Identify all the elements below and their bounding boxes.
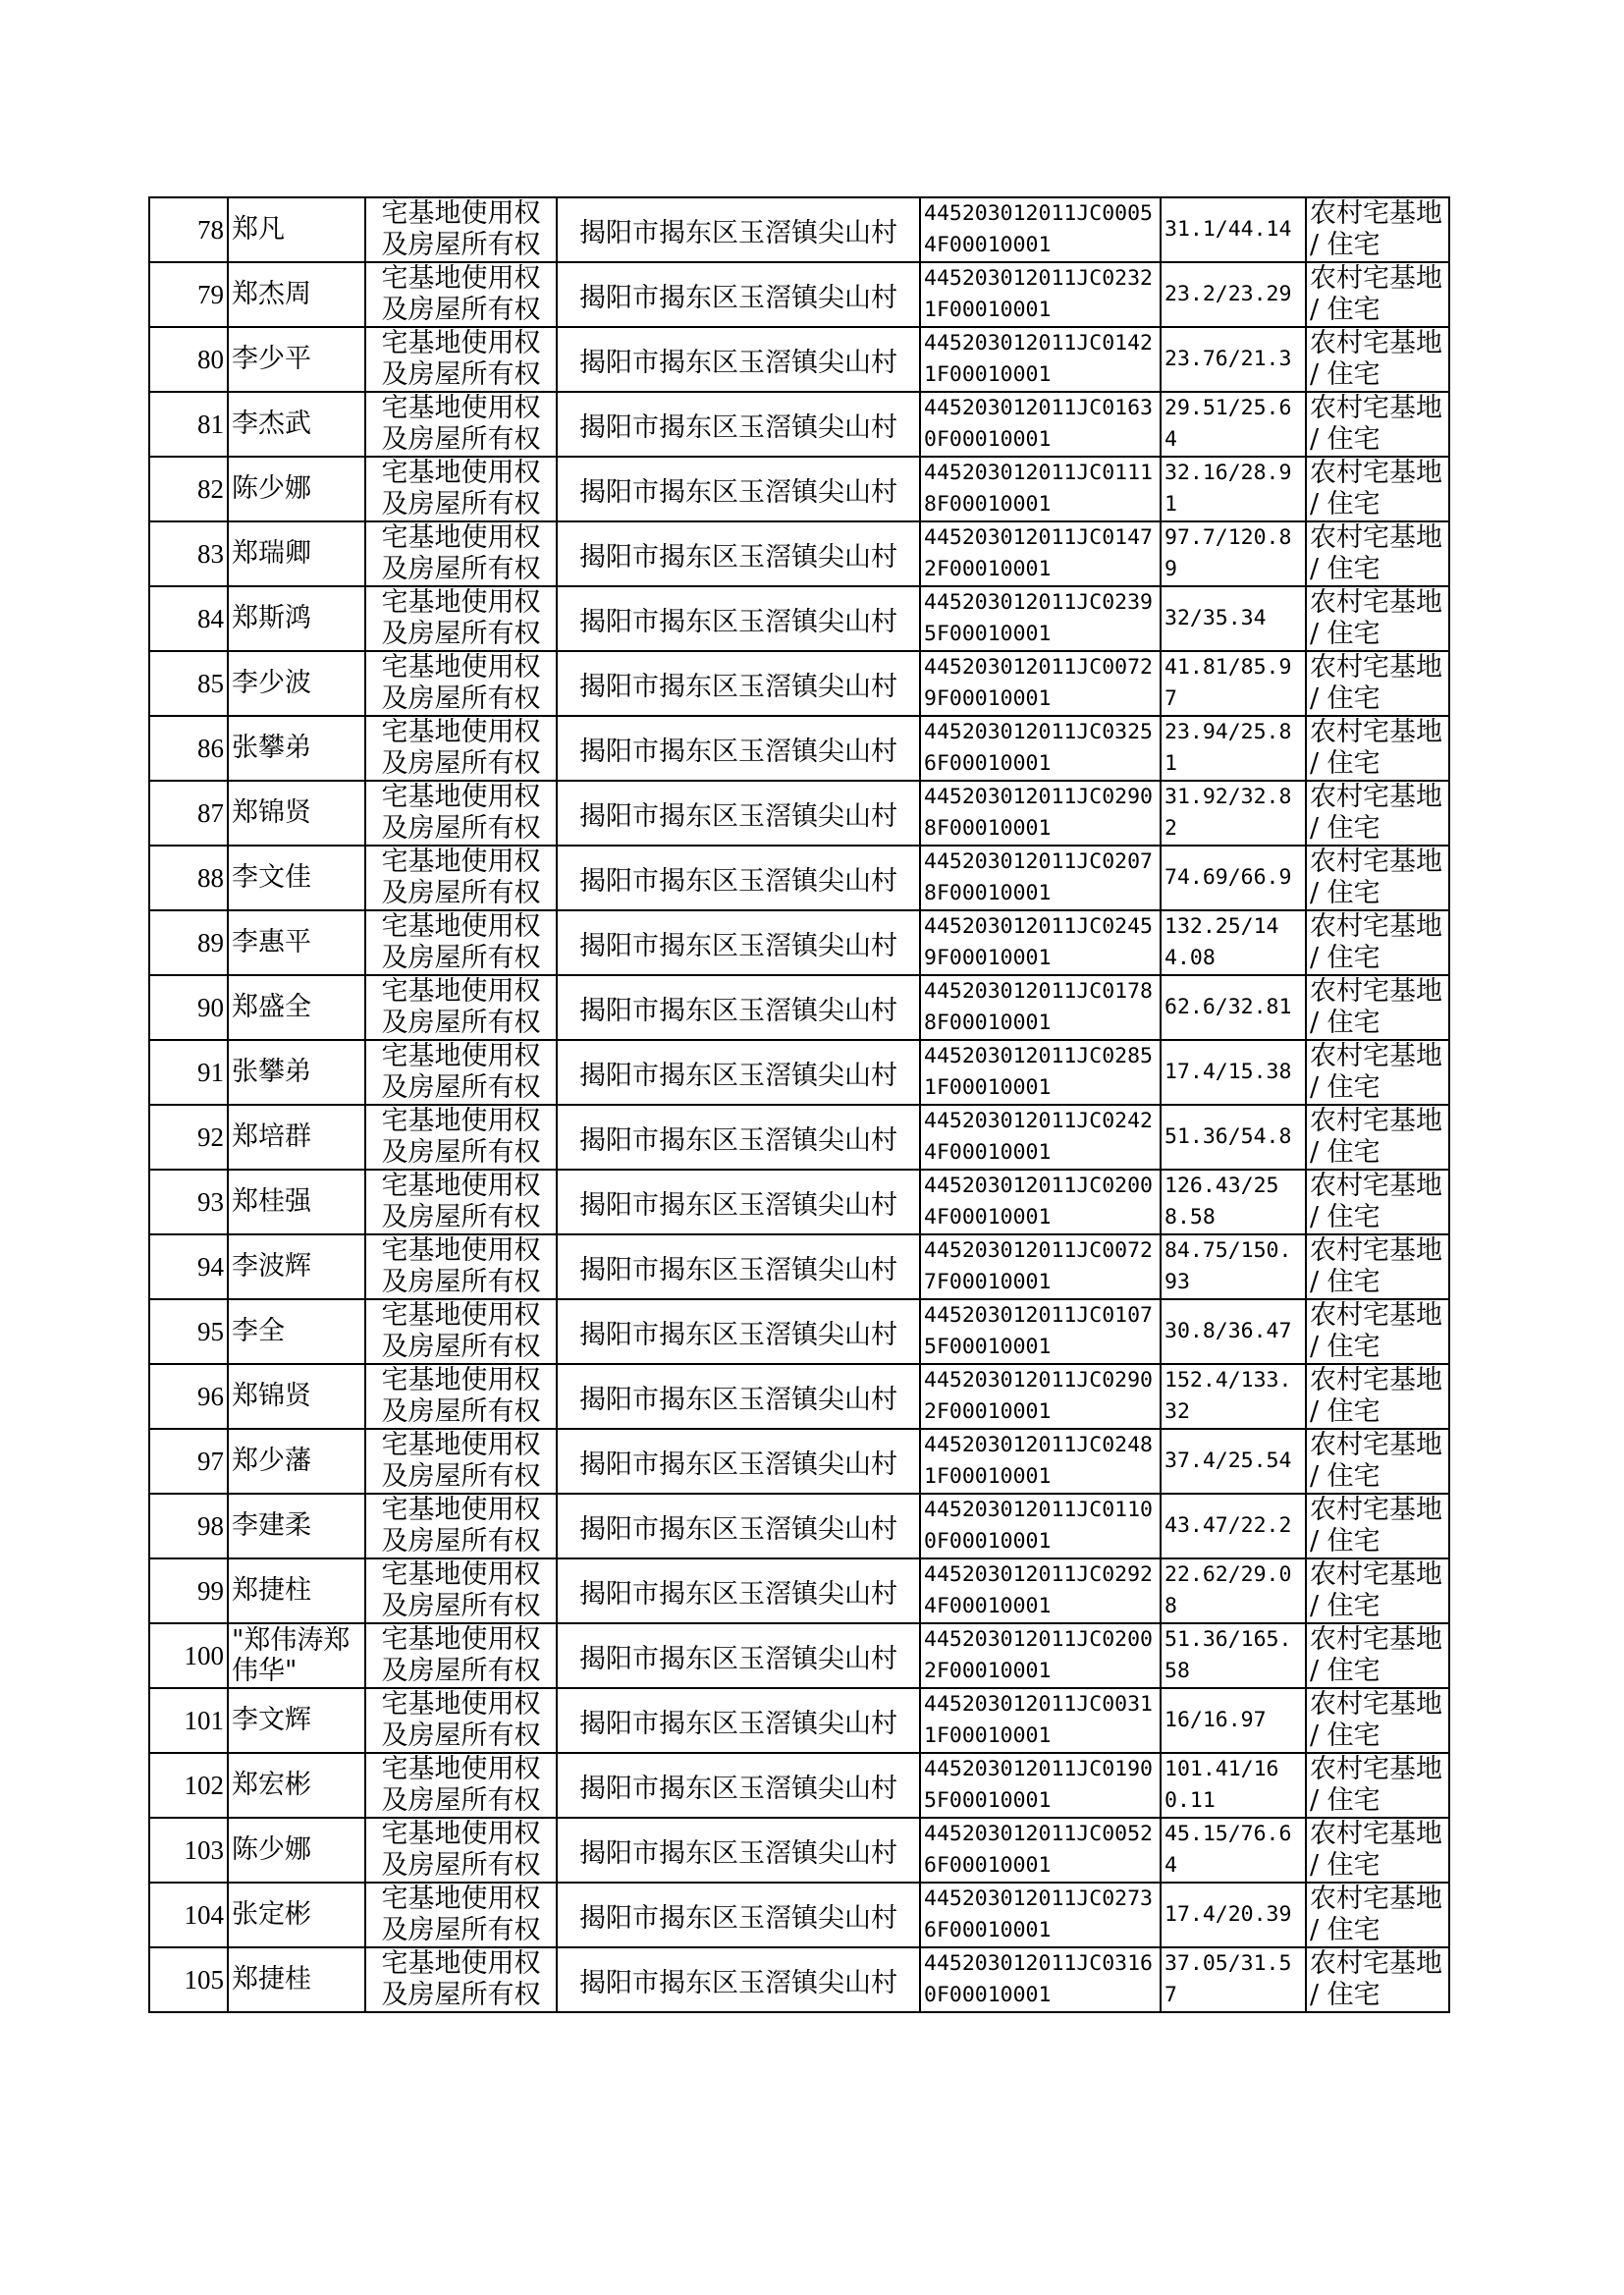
table-row xyxy=(149,1818,1449,1883)
land-use-cell: 农村宅基地 / 住宅 xyxy=(1306,1170,1449,1234)
unit-code-cell: 445203012011JC02481F00010001 xyxy=(920,1429,1161,1494)
owner-name-cell: 张攀弟 xyxy=(228,1040,365,1105)
unit-code-cell: 445203012011JC00727F00010001 xyxy=(920,1234,1161,1299)
row-number-cell: 78 xyxy=(149,197,228,262)
area-cell: 101.41/160.11 xyxy=(1161,1753,1306,1818)
area-cell: 37.4/25.54 xyxy=(1161,1429,1306,1494)
area-cell: 32/35.34 xyxy=(1161,586,1306,651)
right-type-cell: 宅基地使用权及房屋所有权 xyxy=(365,1623,557,1688)
table-row xyxy=(149,197,1449,262)
unit-code-cell: 445203012011JC00729F00010001 xyxy=(920,651,1161,716)
owner-name-cell: 郑锦贤 xyxy=(228,781,365,846)
unit-code-cell: 445203012011JC02902F00010001 xyxy=(920,1364,1161,1429)
land-use-cell: 农村宅基地 / 住宅 xyxy=(1306,586,1449,651)
unit-code-cell: 445203012011JC02851F00010001 xyxy=(920,1040,1161,1105)
table-row xyxy=(149,327,1449,392)
row-number-cell: 97 xyxy=(149,1429,228,1494)
owner-name-cell: 郑捷桂 xyxy=(228,1947,365,2012)
area-cell: 30.8/36.47 xyxy=(1161,1299,1306,1364)
land-use-cell: 农村宅基地 / 住宅 xyxy=(1306,1494,1449,1558)
unit-code-cell: 445203012011JC01100F00010001 xyxy=(920,1494,1161,1558)
owner-name-cell: 李文辉 xyxy=(228,1688,365,1753)
row-number-cell: 81 xyxy=(149,392,228,457)
location-cell: 揭阳市揭东区玉滘镇尖山村 xyxy=(557,1040,920,1105)
row-number-cell: 103 xyxy=(149,1818,228,1883)
row-number-cell: 86 xyxy=(149,716,228,781)
land-use-cell: 农村宅基地 / 住宅 xyxy=(1306,1429,1449,1494)
table-row xyxy=(149,1299,1449,1364)
table-row xyxy=(149,1688,1449,1753)
owner-name-cell: 郑锦贤 xyxy=(228,1364,365,1429)
land-use-cell: 农村宅基地 / 住宅 xyxy=(1306,392,1449,457)
land-use-cell: 农村宅基地 / 住宅 xyxy=(1306,781,1449,846)
right-type-cell: 宅基地使用权及房屋所有权 xyxy=(365,1688,557,1753)
row-number-cell: 83 xyxy=(149,521,228,586)
owner-name-cell: 郑盛全 xyxy=(228,975,365,1040)
location-cell: 揭阳市揭东区玉滘镇尖山村 xyxy=(557,1558,920,1623)
unit-code-cell: 445203012011JC02924F00010001 xyxy=(920,1558,1161,1623)
row-number-cell: 98 xyxy=(149,1494,228,1558)
unit-code-cell: 445203012011JC00311F00010001 xyxy=(920,1688,1161,1753)
table-row xyxy=(149,1558,1449,1623)
table-row xyxy=(149,910,1449,975)
property-table xyxy=(148,196,1450,2013)
row-number-cell: 90 xyxy=(149,975,228,1040)
land-use-cell: 农村宅基地 / 住宅 xyxy=(1306,521,1449,586)
owner-name-cell: 郑凡 xyxy=(228,197,365,262)
owner-name-cell: 郑培群 xyxy=(228,1105,365,1170)
location-cell: 揭阳市揭东区玉滘镇尖山村 xyxy=(557,457,920,521)
land-use-cell: 农村宅基地 / 住宅 xyxy=(1306,1883,1449,1947)
owner-name-cell: "郑伟涛郑伟华" xyxy=(228,1623,365,1688)
area-cell: 23.2/23.29 xyxy=(1161,262,1306,327)
location-cell: 揭阳市揭东区玉滘镇尖山村 xyxy=(557,197,920,262)
location-cell: 揭阳市揭东区玉滘镇尖山村 xyxy=(557,910,920,975)
location-cell: 揭阳市揭东区玉滘镇尖山村 xyxy=(557,781,920,846)
land-use-cell: 农村宅基地 / 住宅 xyxy=(1306,716,1449,781)
area-cell: 126.43/258.58 xyxy=(1161,1170,1306,1234)
row-number-cell: 94 xyxy=(149,1234,228,1299)
table-row xyxy=(149,1947,1449,2012)
table-row xyxy=(149,1753,1449,1818)
land-use-cell: 农村宅基地 / 住宅 xyxy=(1306,846,1449,910)
location-cell: 揭阳市揭东区玉滘镇尖山村 xyxy=(557,1883,920,1947)
table-row xyxy=(149,262,1449,327)
location-cell: 揭阳市揭东区玉滘镇尖山村 xyxy=(557,586,920,651)
unit-code-cell: 445203012011JC02004F00010001 xyxy=(920,1170,1161,1234)
location-cell: 揭阳市揭东区玉滘镇尖山村 xyxy=(557,716,920,781)
right-type-cell: 宅基地使用权及房屋所有权 xyxy=(365,1170,557,1234)
right-type-cell: 宅基地使用权及房屋所有权 xyxy=(365,197,557,262)
land-use-cell: 农村宅基地 / 住宅 xyxy=(1306,262,1449,327)
land-use-cell: 农村宅基地 / 住宅 xyxy=(1306,1299,1449,1364)
location-cell: 揭阳市揭东区玉滘镇尖山村 xyxy=(557,846,920,910)
row-number-cell: 85 xyxy=(149,651,228,716)
land-use-cell: 农村宅基地 / 住宅 xyxy=(1306,457,1449,521)
area-cell: 23.94/25.81 xyxy=(1161,716,1306,781)
area-cell: 31.92/32.82 xyxy=(1161,781,1306,846)
land-use-cell: 农村宅基地 / 住宅 xyxy=(1306,651,1449,716)
location-cell: 揭阳市揭东区玉滘镇尖山村 xyxy=(557,392,920,457)
land-use-cell: 农村宅基地 / 住宅 xyxy=(1306,975,1449,1040)
area-cell: 132.25/144.08 xyxy=(1161,910,1306,975)
area-cell: 152.4/133.32 xyxy=(1161,1364,1306,1429)
right-type-cell: 宅基地使用权及房屋所有权 xyxy=(365,781,557,846)
row-number-cell: 99 xyxy=(149,1558,228,1623)
location-cell: 揭阳市揭东区玉滘镇尖山村 xyxy=(557,1688,920,1753)
row-number-cell: 80 xyxy=(149,327,228,392)
table-row xyxy=(149,392,1449,457)
right-type-cell: 宅基地使用权及房屋所有权 xyxy=(365,975,557,1040)
row-number-cell: 102 xyxy=(149,1753,228,1818)
area-cell: 32.16/28.91 xyxy=(1161,457,1306,521)
right-type-cell: 宅基地使用权及房屋所有权 xyxy=(365,457,557,521)
land-use-cell: 农村宅基地 / 住宅 xyxy=(1306,1947,1449,2012)
owner-name-cell: 郑捷柱 xyxy=(228,1558,365,1623)
area-cell: 84.75/150.93 xyxy=(1161,1234,1306,1299)
land-use-cell: 农村宅基地 / 住宅 xyxy=(1306,1105,1449,1170)
location-cell: 揭阳市揭东区玉滘镇尖山村 xyxy=(557,1234,920,1299)
table-row xyxy=(149,1623,1449,1688)
owner-name-cell: 李杰武 xyxy=(228,392,365,457)
area-cell: 43.47/22.2 xyxy=(1161,1494,1306,1558)
area-cell: 41.81/85.97 xyxy=(1161,651,1306,716)
table-row xyxy=(149,457,1449,521)
location-cell: 揭阳市揭东区玉滘镇尖山村 xyxy=(557,1494,920,1558)
right-type-cell: 宅基地使用权及房屋所有权 xyxy=(365,1040,557,1105)
row-number-cell: 93 xyxy=(149,1170,228,1234)
unit-code-cell: 445203012011JC03160F00010001 xyxy=(920,1947,1161,2012)
land-use-cell: 农村宅基地 / 住宅 xyxy=(1306,1818,1449,1883)
table-row xyxy=(149,651,1449,716)
owner-name-cell: 郑少藩 xyxy=(228,1429,365,1494)
unit-code-cell: 445203012011JC01421F00010001 xyxy=(920,327,1161,392)
owner-name-cell: 张定彬 xyxy=(228,1883,365,1947)
right-type-cell: 宅基地使用权及房屋所有权 xyxy=(365,1818,557,1883)
right-type-cell: 宅基地使用权及房屋所有权 xyxy=(365,716,557,781)
location-cell: 揭阳市揭东区玉滘镇尖山村 xyxy=(557,1623,920,1688)
row-number-cell: 104 xyxy=(149,1883,228,1947)
location-cell: 揭阳市揭东区玉滘镇尖山村 xyxy=(557,1818,920,1883)
owner-name-cell: 李全 xyxy=(228,1299,365,1364)
owner-name-cell: 郑斯鸿 xyxy=(228,586,365,651)
row-number-cell: 96 xyxy=(149,1364,228,1429)
owner-name-cell: 陈少娜 xyxy=(228,1818,365,1883)
area-cell: 17.4/20.39 xyxy=(1161,1883,1306,1947)
owner-name-cell: 郑瑞卿 xyxy=(228,521,365,586)
table-row xyxy=(149,716,1449,781)
right-type-cell: 宅基地使用权及房屋所有权 xyxy=(365,1429,557,1494)
owner-name-cell: 李波辉 xyxy=(228,1234,365,1299)
area-cell: 23.76/21.3 xyxy=(1161,327,1306,392)
land-use-cell: 农村宅基地 / 住宅 xyxy=(1306,197,1449,262)
right-type-cell: 宅基地使用权及房屋所有权 xyxy=(365,262,557,327)
location-cell: 揭阳市揭东区玉滘镇尖山村 xyxy=(557,651,920,716)
location-cell: 揭阳市揭东区玉滘镇尖山村 xyxy=(557,1364,920,1429)
land-use-cell: 农村宅基地 / 住宅 xyxy=(1306,327,1449,392)
row-number-cell: 79 xyxy=(149,262,228,327)
right-type-cell: 宅基地使用权及房屋所有权 xyxy=(365,846,557,910)
unit-code-cell: 445203012011JC00054F00010001 xyxy=(920,197,1161,262)
right-type-cell: 宅基地使用权及房屋所有权 xyxy=(365,1234,557,1299)
area-cell: 29.51/25.64 xyxy=(1161,392,1306,457)
location-cell: 揭阳市揭东区玉滘镇尖山村 xyxy=(557,521,920,586)
table-row xyxy=(149,586,1449,651)
land-use-cell: 农村宅基地 / 住宅 xyxy=(1306,910,1449,975)
area-cell: 62.6/32.81 xyxy=(1161,975,1306,1040)
table-row xyxy=(149,1105,1449,1170)
area-cell: 51.36/54.8 xyxy=(1161,1105,1306,1170)
unit-code-cell: 445203012011JC02078F00010001 xyxy=(920,846,1161,910)
right-type-cell: 宅基地使用权及房屋所有权 xyxy=(365,1299,557,1364)
area-cell: 97.7/120.89 xyxy=(1161,521,1306,586)
right-type-cell: 宅基地使用权及房屋所有权 xyxy=(365,1883,557,1947)
owner-name-cell: 李惠平 xyxy=(228,910,365,975)
right-type-cell: 宅基地使用权及房屋所有权 xyxy=(365,1947,557,2012)
location-cell: 揭阳市揭东区玉滘镇尖山村 xyxy=(557,1170,920,1234)
table-row xyxy=(149,975,1449,1040)
unit-code-cell: 445203012011JC01075F00010001 xyxy=(920,1299,1161,1364)
unit-code-cell: 445203012011JC01905F00010001 xyxy=(920,1753,1161,1818)
table-row xyxy=(149,1883,1449,1947)
owner-name-cell: 陈少娜 xyxy=(228,457,365,521)
unit-code-cell: 445203012011JC01630F00010001 xyxy=(920,392,1161,457)
area-cell: 22.62/29.08 xyxy=(1161,1558,1306,1623)
location-cell: 揭阳市揭东区玉滘镇尖山村 xyxy=(557,975,920,1040)
unit-code-cell: 445203012011JC02908F00010001 xyxy=(920,781,1161,846)
unit-code-cell: 445203012011JC01788F00010001 xyxy=(920,975,1161,1040)
location-cell: 揭阳市揭东区玉滘镇尖山村 xyxy=(557,327,920,392)
area-cell: 17.4/15.38 xyxy=(1161,1040,1306,1105)
unit-code-cell: 445203012011JC03256F00010001 xyxy=(920,716,1161,781)
unit-code-cell: 445203012011JC02736F00010001 xyxy=(920,1883,1161,1947)
right-type-cell: 宅基地使用权及房屋所有权 xyxy=(365,651,557,716)
table-row xyxy=(149,1234,1449,1299)
unit-code-cell: 445203012011JC02459F00010001 xyxy=(920,910,1161,975)
right-type-cell: 宅基地使用权及房屋所有权 xyxy=(365,1753,557,1818)
table-row xyxy=(149,1364,1449,1429)
right-type-cell: 宅基地使用权及房屋所有权 xyxy=(365,1558,557,1623)
unit-code-cell: 445203012011JC02002F00010001 xyxy=(920,1623,1161,1688)
row-number-cell: 105 xyxy=(149,1947,228,2012)
area-cell: 45.15/76.64 xyxy=(1161,1818,1306,1883)
row-number-cell: 82 xyxy=(149,457,228,521)
area-cell: 16/16.97 xyxy=(1161,1688,1306,1753)
land-use-cell: 农村宅基地 / 住宅 xyxy=(1306,1040,1449,1105)
owner-name-cell: 李建柔 xyxy=(228,1494,365,1558)
unit-code-cell: 445203012011JC02321F00010001 xyxy=(920,262,1161,327)
area-cell: 74.69/66.9 xyxy=(1161,846,1306,910)
right-type-cell: 宅基地使用权及房屋所有权 xyxy=(365,910,557,975)
row-number-cell: 92 xyxy=(149,1105,228,1170)
unit-code-cell: 445203012011JC02395F00010001 xyxy=(920,586,1161,651)
land-use-cell: 农村宅基地 / 住宅 xyxy=(1306,1753,1449,1818)
right-type-cell: 宅基地使用权及房屋所有权 xyxy=(365,1364,557,1429)
location-cell: 揭阳市揭东区玉滘镇尖山村 xyxy=(557,1429,920,1494)
location-cell: 揭阳市揭东区玉滘镇尖山村 xyxy=(557,1753,920,1818)
row-number-cell: 88 xyxy=(149,846,228,910)
land-use-cell: 农村宅基地 / 住宅 xyxy=(1306,1688,1449,1753)
row-number-cell: 87 xyxy=(149,781,228,846)
owner-name-cell: 李少平 xyxy=(228,327,365,392)
row-number-cell: 100 xyxy=(149,1623,228,1688)
row-number-cell: 101 xyxy=(149,1688,228,1753)
right-type-cell: 宅基地使用权及房屋所有权 xyxy=(365,1105,557,1170)
row-number-cell: 95 xyxy=(149,1299,228,1364)
area-cell: 37.05/31.57 xyxy=(1161,1947,1306,2012)
table-row xyxy=(149,521,1449,586)
unit-code-cell: 445203012011JC01472F00010001 xyxy=(920,521,1161,586)
owner-name-cell: 张攀弟 xyxy=(228,716,365,781)
area-cell: 31.1/44.14 xyxy=(1161,197,1306,262)
registry-sheet xyxy=(148,196,1450,2013)
area-cell: 51.36/165.58 xyxy=(1161,1623,1306,1688)
right-type-cell: 宅基地使用权及房屋所有权 xyxy=(365,1494,557,1558)
owner-name-cell: 郑宏彬 xyxy=(228,1753,365,1818)
location-cell: 揭阳市揭东区玉滘镇尖山村 xyxy=(557,1947,920,2012)
table-row xyxy=(149,1429,1449,1494)
table-row xyxy=(149,1170,1449,1234)
land-use-cell: 农村宅基地 / 住宅 xyxy=(1306,1623,1449,1688)
table-row xyxy=(149,781,1449,846)
land-use-cell: 农村宅基地 / 住宅 xyxy=(1306,1364,1449,1429)
owner-name-cell: 李文佳 xyxy=(228,846,365,910)
unit-code-cell: 445203012011JC00526F00010001 xyxy=(920,1818,1161,1883)
owner-name-cell: 李少波 xyxy=(228,651,365,716)
table-row xyxy=(149,1040,1449,1105)
row-number-cell: 84 xyxy=(149,586,228,651)
table-row xyxy=(149,1494,1449,1558)
location-cell: 揭阳市揭东区玉滘镇尖山村 xyxy=(557,262,920,327)
right-type-cell: 宅基地使用权及房屋所有权 xyxy=(365,327,557,392)
right-type-cell: 宅基地使用权及房屋所有权 xyxy=(365,521,557,586)
land-use-cell: 农村宅基地 / 住宅 xyxy=(1306,1558,1449,1623)
property-table-body xyxy=(149,197,1449,2012)
row-number-cell: 89 xyxy=(149,910,228,975)
location-cell: 揭阳市揭东区玉滘镇尖山村 xyxy=(557,1105,920,1170)
owner-name-cell: 郑桂强 xyxy=(228,1170,365,1234)
right-type-cell: 宅基地使用权及房屋所有权 xyxy=(365,392,557,457)
unit-code-cell: 445203012011JC02424F00010001 xyxy=(920,1105,1161,1170)
table-row xyxy=(149,846,1449,910)
land-use-cell: 农村宅基地 / 住宅 xyxy=(1306,1234,1449,1299)
right-type-cell: 宅基地使用权及房屋所有权 xyxy=(365,586,557,651)
owner-name-cell: 郑杰周 xyxy=(228,262,365,327)
location-cell: 揭阳市揭东区玉滘镇尖山村 xyxy=(557,1299,920,1364)
row-number-cell: 91 xyxy=(149,1040,228,1105)
unit-code-cell: 445203012011JC01118F00010001 xyxy=(920,457,1161,521)
